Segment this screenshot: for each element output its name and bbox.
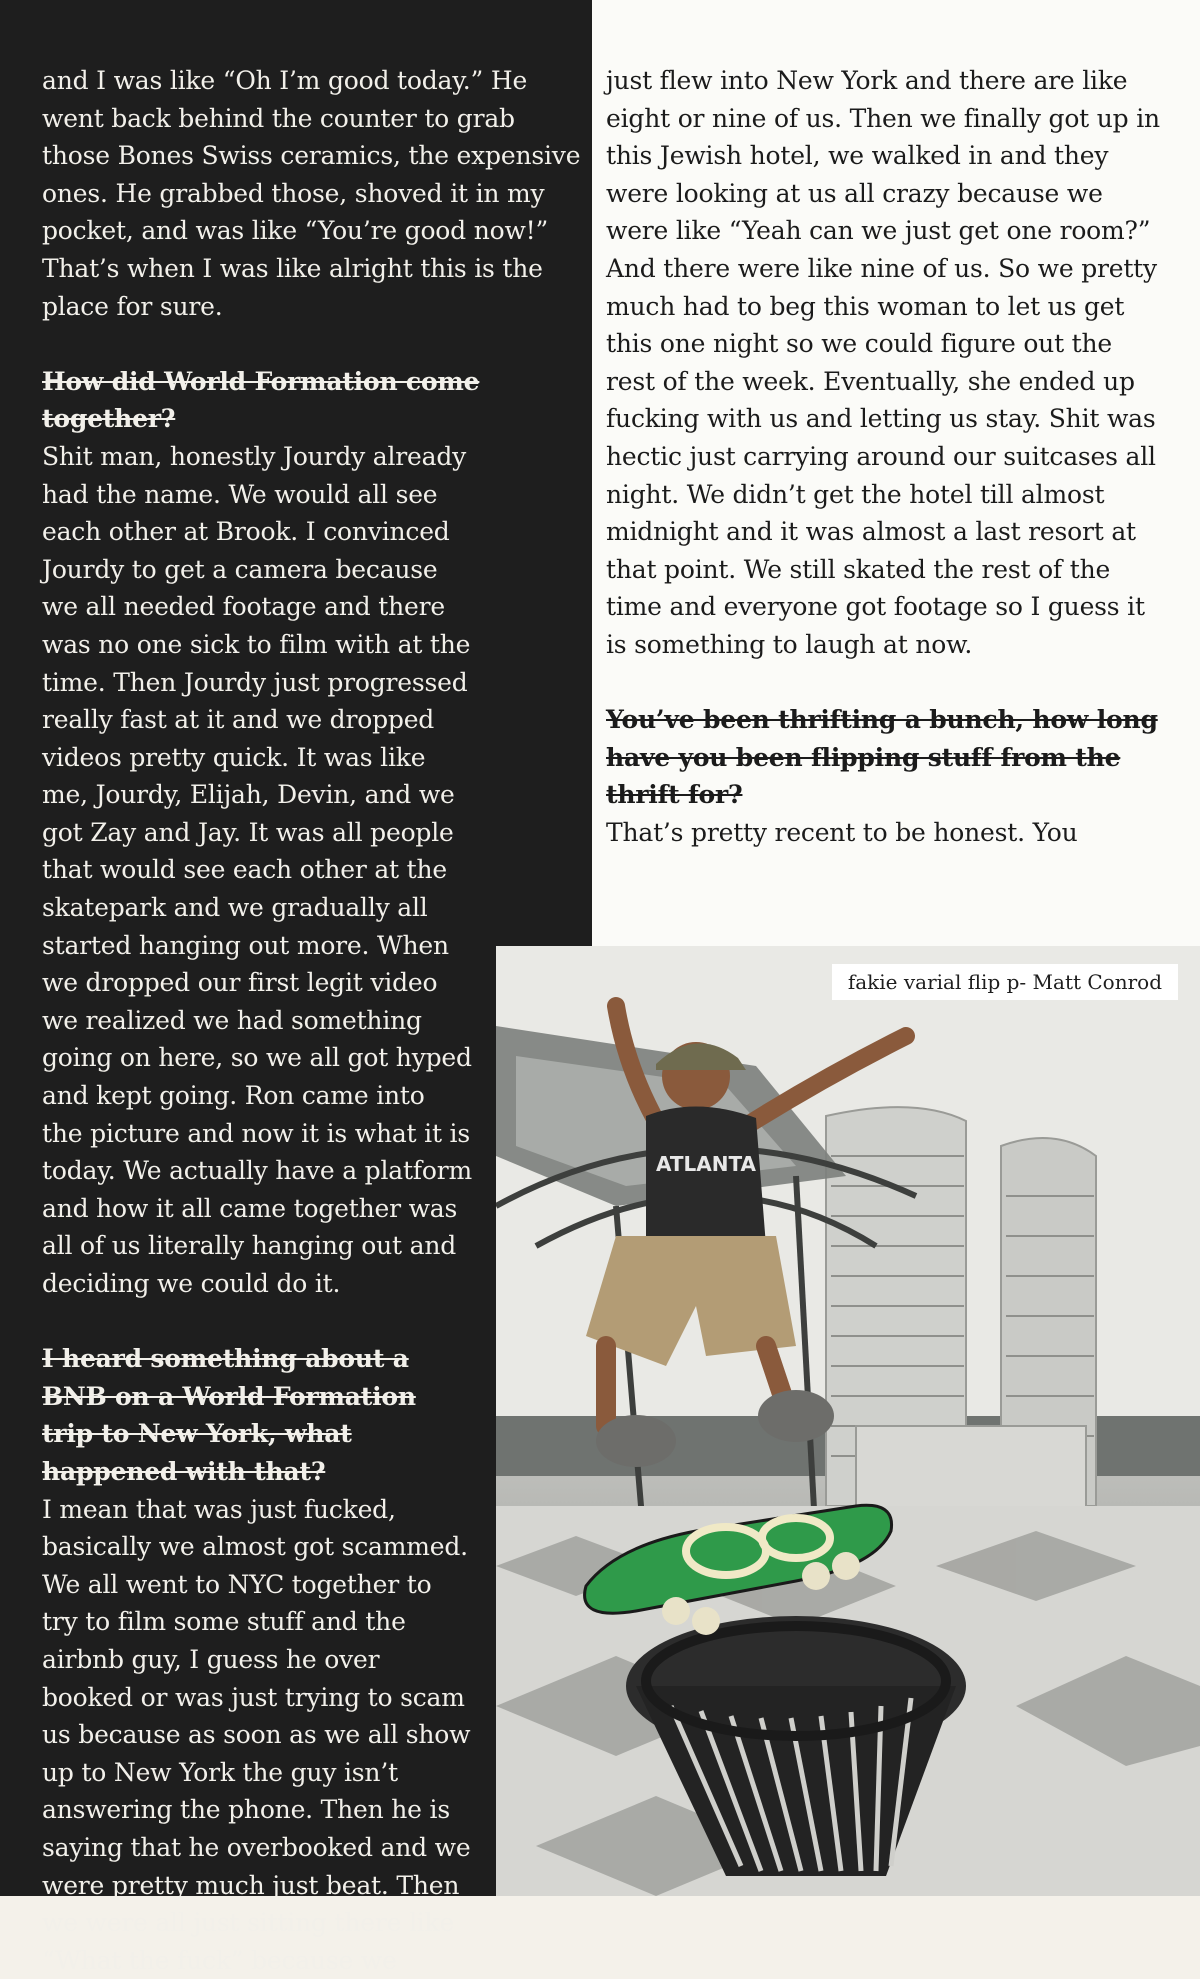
right-paragraph-1: just flew into New York and there are like eight or nine of us. Then we finally got up in this Jewish hotel, we walked in and they were looking at us all crazy because we were like “Yeah can we just get one room?” And there were like nine of us. So we pretty much had to beg this woman to let us get this one night so we could figure out the rest of the week. Eventually, she ended up fucking with us and letting us stay. Shit was hectic just carrying around our suitcases all night. We didn’t get the hotel till almost midnight and it was almost a last resort at that point. We still skated the rest of the time and everyone got footage so I guess it is something to laugh at now.: [606, 66, 1160, 659]
jersey-text: ATLANTA: [655, 1152, 757, 1176]
answer-thrifting: That’s pretty recent to be honest. You: [606, 817, 1078, 847]
skate-photo: [496, 946, 1200, 1896]
photo-caption: fakie varial flip p- Matt Conrod: [832, 964, 1178, 1000]
question-thrifting: You’ve been thrifting a bunch, how long have you been flipping stuff from the thrift for?: [606, 705, 1158, 810]
question-bnb-trip: I heard something about a BNB on a World Formation trip to New York, what happened with that?: [42, 1344, 416, 1486]
left-text-column: [42, 62, 582, 1979]
right-text-column: [606, 62, 1166, 851]
question-world-formation: How did World Formation come together?: [42, 366, 480, 434]
answer-bnb-trip: I mean that was just fucked, basically we almost got scammed. We all went to NYC together to try to film some stuff and the airbnb guy, I guess he over booked or was just trying to scam us because as soon as we all show up to New York the guy isn’t answering the phone. Then he is saying that he overbooked and we were pretty much just beat. Then we were all just sitting there like “What the fuck” because we: [42, 1494, 471, 1975]
skate-photo-illustration: [496, 946, 1200, 1896]
left-paragraph-1: and I was like “Oh I’m good today.” He went back behind the counter to grab those Bones Swiss ceramics, the expensive ones. He grabbed those, shoved it in my pocket, and was like “You’re good now!” That’s when I was like alright this is the place for sure.: [42, 66, 581, 321]
answer-world-formation: Shit man, honestly Jourdy already had the name. We would all see each other at Brook. I convinced Jourdy to get a camera because we all needed footage and there was no one sick to film with at the time. Then Jourdy just progressed really fast at it and we dropped videos pretty quick. It was like me, Jourdy, Elijah, Devin, and we got Zay and Jay. It was all people that would see each other at the skatepark and we gradually all started hanging out more. When we dropped our first legit video we realized we had something going on here, so we all got hyped and kept going. Ron came into the picture and now it is what it is today. We actually have a platform and how it all came together was all of us literally hanging out and deciding we could do it.: [42, 441, 472, 1298]
